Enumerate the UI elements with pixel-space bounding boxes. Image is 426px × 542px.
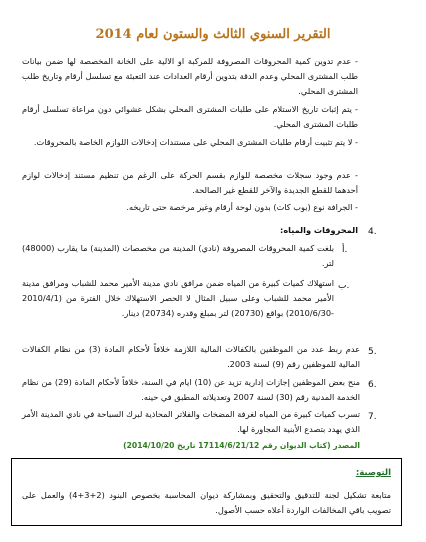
section-4-heading: المحروقات والمياه:	[280, 225, 358, 235]
page-title: التقرير السنوي الثالث والستون لعام 2014	[95, 27, 331, 42]
item-5-number: 5.	[368, 347, 377, 357]
source-citation: المصدر (كتاب الديوان رقم 17114/6/21/12 تاريخ 2014/10/20)	[123, 441, 360, 450]
item-5-text: عدم ربط عدد من الموظفين بالكفالات المالية اللازمة خلافاً لأحكام المادة (3) من نظام الكفالات المالية للموظفين رقم (9) لسنة 2003.	[22, 344, 361, 370]
item-7-number: 7.	[368, 412, 377, 422]
recommendation-text: متابعة تشكيل لجنة للتدقيق والتحقيق وبمشاركة ديوان المحاسبة بخصوص البنود (2+3+4) والعمل على تصويب باقي المخالفات الواردة أعلاه حسب الأصول.	[22, 490, 391, 515]
bullet-4: - عدم وجود سجلات مخصصة للوازم بقسم الحركة على الرغم من تنظيم مستند إدخالات لوازم أحدهما للقطع الجديدة والآخر للقطع غير الصالحة.	[22, 170, 358, 196]
item-7-text: تسرب كميات كبيرة من المياه لغرفة المضخات والفلاتر المحاذية لبرك السباحة في نادي المدينة الأمر الذي يهدد بتصدع الأبنية المجاورة لها.	[22, 409, 360, 435]
item-a-text: بلغت كمية المحروقات المصروفة (نادي) المدينة من مخصصات (المدينة) ما يقارب (48000) لتر.	[22, 243, 334, 269]
section-4-number: 4.	[368, 227, 377, 237]
recommendation-title: التوصية:	[355, 468, 391, 478]
bullet-5: - الجرافة نوع (بوب كات) بدون لوحة أرقام وغير مرخصة حتى تاريخه.	[126, 202, 358, 212]
recommendation-box	[11, 458, 402, 526]
item-6-number: 6.	[368, 380, 377, 390]
item-b-number: ب.	[338, 281, 350, 291]
item-6-text: منح بعض الموظفين إجازات إدارية تزيد عن (10) ايام في السنة، خلافاً لأحكام المادة (29) من نظام الخدمة المدنية رقم (30) لسنة 2007 وتعديلاته المطبق في حينه.	[22, 377, 361, 403]
bullet-2: - يتم إثبات تاريخ الاستلام على طلبات المشترى المحلي بشكل عشوائي دون مراعاة تسلسل أرقام طلبات المشترى المحلي.	[22, 104, 358, 130]
item-b-text: استهلاك كميات كبيرة من المياه ضمن مرافق نادي مدينة الأمير محمد للشباب ومرافق مدينة الأمير محمد للشباب وعلى سبيل المثال لا الحصر الاستهلاك خلال الفترة من (2010/4/1 -2010/6/30) بواقع (20730) لتر بمبلغ وقدره (20734) دينار.	[22, 278, 334, 319]
item-a-number: أ.	[342, 245, 348, 255]
bullet-1: - عدم تدوين كمية المحروقات المصروفة للمركبة او الالية على الخانة المخصصة لها ضمن بيانات طلب المشترى المحلي وعدم الدقة بتدوين أرقام العدادات عند التعبئة مع تسلسل أرقام وتاريخ طلب المشترى المحلي.	[22, 56, 358, 97]
bullet-3: - لا يتم تثبيت أرقام طلبات المشترى المحلي على مستندات إدخالات اللوازم الخاصة بالمحروقات.	[33, 137, 358, 147]
